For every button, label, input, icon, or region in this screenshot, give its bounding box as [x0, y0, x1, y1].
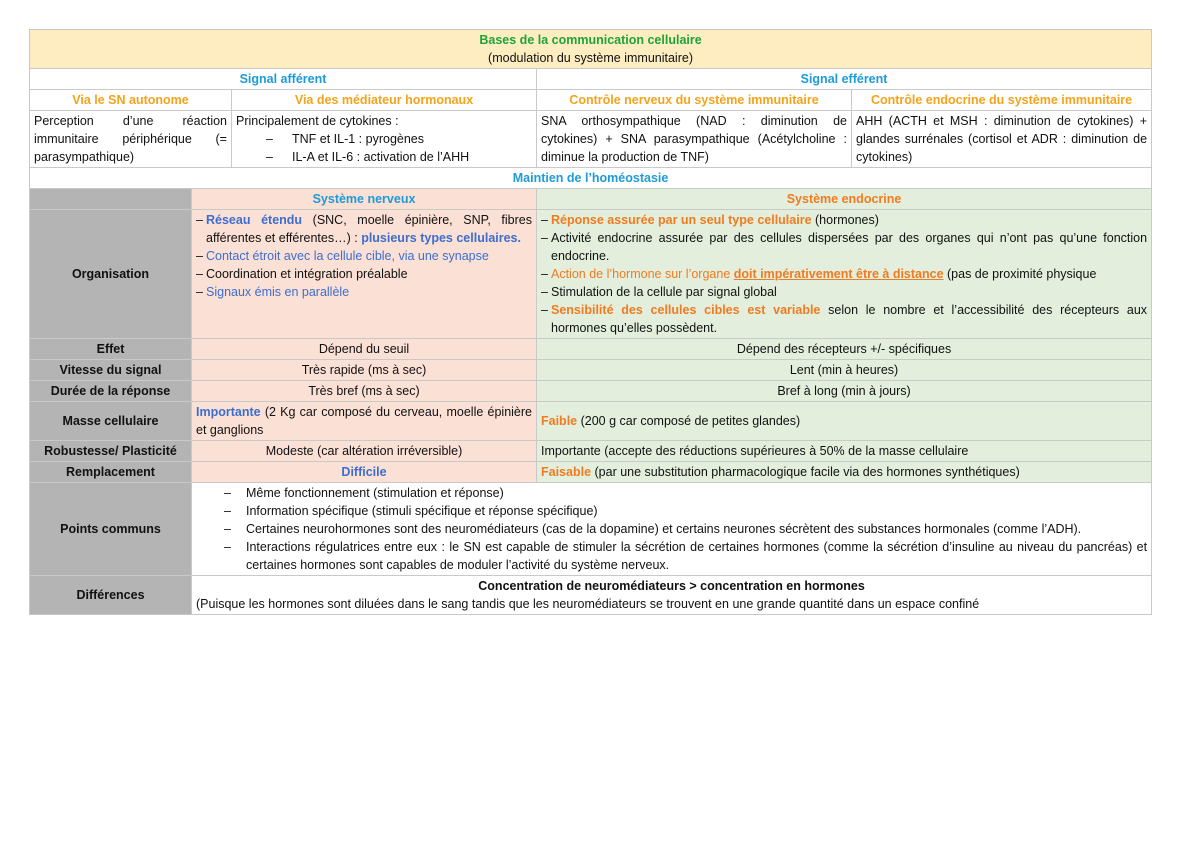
effet-nervous: Dépend du seuil — [192, 339, 537, 360]
robustesse-label: Robustesse/ Plasticité — [30, 441, 192, 462]
list-item: – Activité endocrine assurée par des cellules dispersées par des organes qui n’ont pas qu’une fonction endocrine. — [541, 229, 1147, 265]
list-item: – Stimulation de la cellule par signal global — [541, 283, 1147, 301]
list-item: – Même fonctionnement (stimulation et réponse) — [224, 484, 1147, 502]
cytokines-list — [236, 130, 532, 166]
systeme-endocrine-header: Système endocrine — [537, 189, 1152, 210]
vitesse-label: Vitesse du signal — [30, 360, 192, 381]
via-mediateurs-cell — [232, 111, 537, 168]
list-item: – Action de l’hormone sur l’organe doit impérativement être à distance (pas de proximité physique — [541, 265, 1147, 283]
differences-main: Concentration de neuromédiateurs > concentration en hormones — [478, 579, 865, 593]
signal-content-row — [30, 111, 1152, 168]
remplacement-endocrine: Faisable (par une substitution pharmacologique facile via des hormones synthétiques) — [537, 462, 1152, 483]
list-item: – Sensibilité des cellules cibles est variable selon le nombre et l’accessibilité des récepteurs aux hormones qu’elles possèdent. — [541, 301, 1147, 337]
differences-row — [30, 576, 1152, 615]
controle-endocrine-header: Contrôle endocrine du système immunitaire — [852, 90, 1152, 111]
effet-label: Effet — [30, 339, 192, 360]
points-communs-label: Points communs — [30, 483, 192, 576]
organisation-endocrine-list — [541, 211, 1147, 337]
list-item: – TNF et IL-1 : pyrogènes — [266, 130, 532, 148]
effet-endocrine: Dépend des récepteurs +/- spécifiques — [537, 339, 1152, 360]
list-item: – Signaux émis en parallèle — [196, 283, 532, 301]
duree-nervous: Très bref (ms à sec) — [192, 381, 537, 402]
title-sub: (modulation du système immunitaire) — [488, 51, 693, 65]
controle-nerveux-cell: SNA orthosympathique (NAD : diminution de cytokines) + SNA parasympathique (Acétylcholine : diminue la production de TNF) — [537, 111, 852, 168]
points-communs-cell — [192, 483, 1152, 576]
organisation-nervous-cell — [192, 210, 537, 339]
via-mediateurs-header: Via des médiateur hormonaux — [232, 90, 537, 111]
via-sn-autonome-header: Via le SN autonome — [30, 90, 232, 111]
title-main: Bases de la communication cellulaire — [479, 33, 702, 47]
empty-label-cell — [30, 189, 192, 210]
points-communs-list — [196, 484, 1147, 574]
differences-cell — [192, 576, 1152, 615]
vitesse-endocrine: Lent (min à heures) — [537, 360, 1152, 381]
remplacement-nervous: Difficile — [192, 462, 537, 483]
vitesse-row — [30, 360, 1152, 381]
homeostasis-title-row — [30, 168, 1152, 189]
signal-subheader-row — [30, 90, 1152, 111]
duree-label: Durée de la réponse — [30, 381, 192, 402]
effet-row — [30, 339, 1152, 360]
title-row — [30, 30, 1152, 69]
homeostasis-header-row — [30, 189, 1152, 210]
masse-nervous: Importante (2 Kg car composé du cerveau, moelle épinière et ganglions — [192, 402, 537, 441]
robustesse-nervous: Modeste (car altération irréversible) — [192, 441, 537, 462]
remplacement-row — [30, 462, 1152, 483]
systeme-nerveux-header: Système nerveux — [192, 189, 537, 210]
list-item: – Coordination et intégration préalable — [196, 265, 532, 283]
controle-endocrine-cell: AHH (ACTH et MSH : diminution de cytokines) + glandes surrénales (cortisol et ADR : diminution de cytokines) — [852, 111, 1152, 168]
list-item: – Certaines neurohormones sont des neuromédiateurs (cas de la dopamine) et certains neurones sécrètent des substances hormonales (comme l’ADH). — [224, 520, 1147, 538]
controle-nerveux-header: Contrôle nerveux du système immunitaire — [537, 90, 852, 111]
summary-table — [29, 29, 1152, 615]
list-item: – Réseau étendu (SNC, moelle épinière, SNP, fibres afférentes et efférentes…) : plusieurs types cellulaires. — [196, 211, 532, 247]
robustesse-row — [30, 441, 1152, 462]
duree-endocrine: Bref à long (min à jours) — [537, 381, 1152, 402]
via-sn-autonome-cell: Perception d’une réaction immunitaire périphérique (= parasympathique) — [30, 111, 232, 168]
differences-sub: (Puisque les hormones sont diluées dans le sang tandis que les neuromédiateurs se trouvent en une grande quantité dans un espace confiné — [196, 597, 980, 611]
list-item: – Contact étroit avec la cellule cible, via une synapse — [196, 247, 532, 265]
cytokines-intro: Principalement de cytokines : — [236, 114, 399, 128]
document-page — [29, 29, 1151, 615]
organisation-label: Organisation — [30, 210, 192, 339]
remplacement-label: Remplacement — [30, 462, 192, 483]
vitesse-nervous: Très rapide (ms à sec) — [192, 360, 537, 381]
list-item: – Information spécifique (stimuli spécifique et réponse spécifique) — [224, 502, 1147, 520]
list-item: – Interactions régulatrices entre eux : le SN est capable de stimuler la sécrétion de certaines hormones (comme la sécrétion d’insuline au niveau du pancréas) et certaines hormones sont capables de moduler l’activité du système nerveux. — [224, 538, 1147, 574]
title-cell — [30, 30, 1152, 69]
list-item: – Réponse assurée par un seul type cellulaire (hormones) — [541, 211, 1147, 229]
points-communs-row — [30, 483, 1152, 576]
organisation-row — [30, 210, 1152, 339]
organisation-endocrine-cell — [537, 210, 1152, 339]
masse-label: Masse cellulaire — [30, 402, 192, 441]
signal-header-row — [30, 69, 1152, 90]
duree-row — [30, 381, 1152, 402]
organisation-nervous-list — [196, 211, 532, 301]
signal-efferent-header: Signal efférent — [537, 69, 1152, 90]
robustesse-endocrine: Importante (accepte des réductions supérieures à 50% de la masse cellulaire — [537, 441, 1152, 462]
masse-row — [30, 402, 1152, 441]
differences-label: Différences — [30, 576, 192, 615]
homeostasis-title: Maintien de l’homéostasie — [30, 168, 1152, 189]
signal-afferent-header: Signal afférent — [30, 69, 537, 90]
list-item: – IL-A et IL-6 : activation de l’AHH — [266, 148, 532, 166]
masse-endocrine: Faible (200 g car composé de petites glandes) — [537, 402, 1152, 441]
